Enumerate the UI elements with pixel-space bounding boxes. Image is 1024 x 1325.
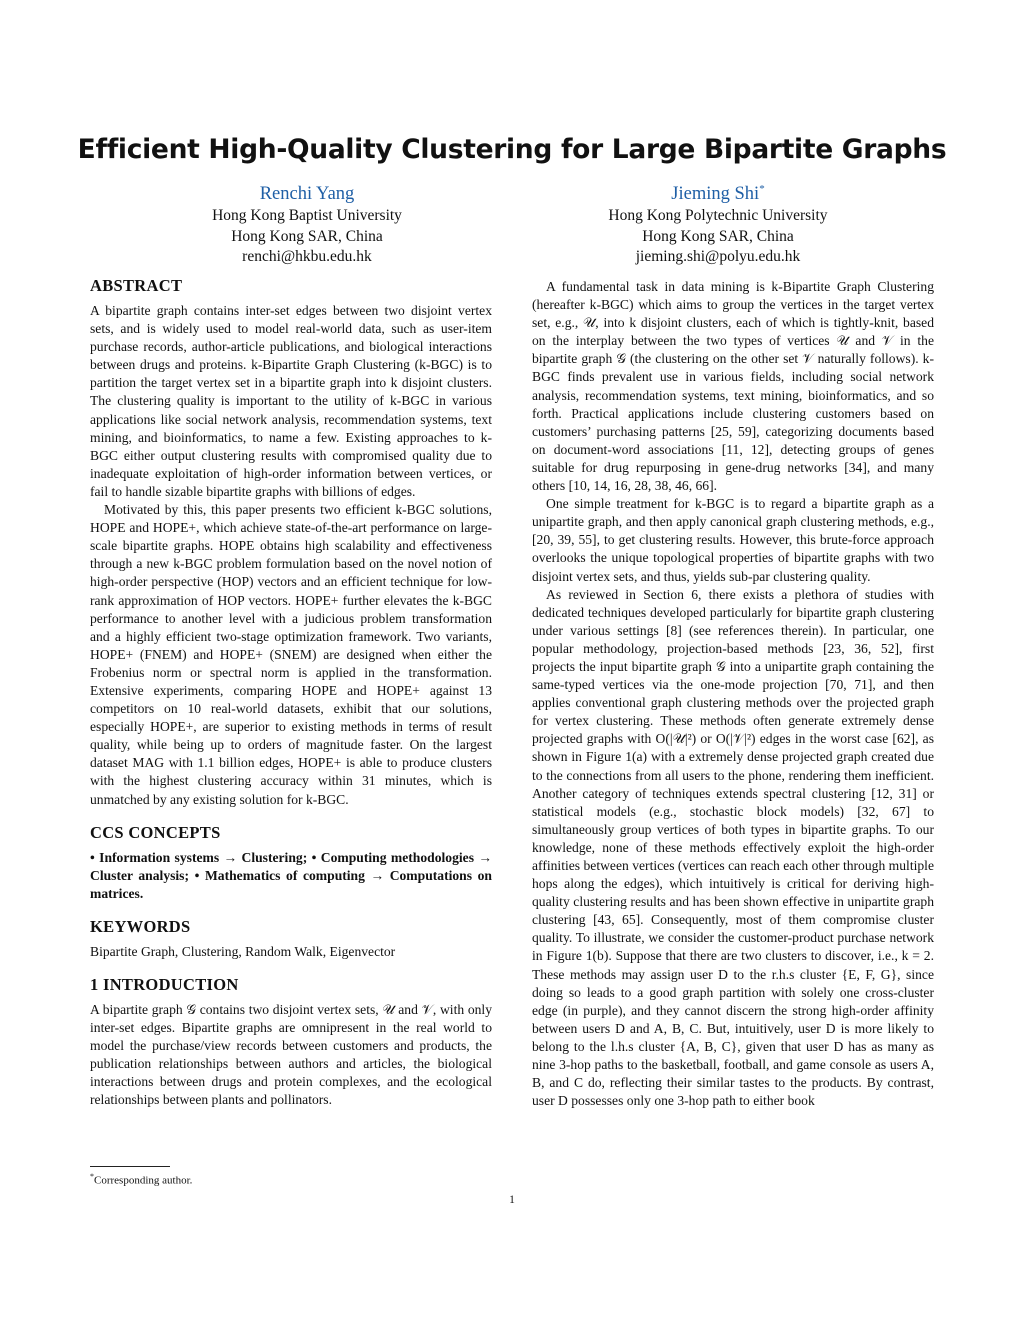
author-name-1[interactable]: Renchi Yang xyxy=(259,184,355,204)
author-email-1: renchi@hkbu.edu.hk xyxy=(242,248,372,265)
keywords-heading: KEYWORDS xyxy=(90,916,191,936)
right-column xyxy=(532,278,934,1110)
page-number: 1 xyxy=(509,1194,515,1206)
ccs-item-1: • Information systems → Clustering; xyxy=(90,849,308,865)
abstract-paragraph-1: A bipartite graph contains inter-set edges between two disjoint vertex sets, and is widely used to model real-world data, such as user-item purchase records, author-article publications, and biological interactions between drugs and proteins. k-Bipartite Graph Clustering (k-BGC) is to partition the target vertex set in a bipartite graph into k disjoint clusters. The clustering quality is important to the utility of k-BGC in various applications like social network analysis, recommendation systems, text mining, and bioinformatics, to name a few. Existing approaches to k-BGC either output clustering results with compromised quality due to inadequate exploitation of high-order information between vertices, or fail to handle sizable bipartite graphs with billions of edges. xyxy=(90,303,492,499)
ccs-heading: CCS CONCEPTS xyxy=(90,822,221,842)
abstract-heading: ABSTRACT xyxy=(90,276,183,295)
footnote-text: Corresponding author. xyxy=(94,1174,193,1187)
intro-paragraph-1: A bipartite graph 𝒢 contains two disjoint vertex sets, 𝒰 and 𝒱, with only inter-set edges. Bipartite graphs are omnipresent in the real world to model the purchase/view records between customers and products, the publication relationships between authors and articles, the biological interactions between drugs and protein complexes, and the ecological relationships between plants and pollinators. xyxy=(90,1002,492,1108)
author-location-2: Hong Kong SAR, China xyxy=(642,227,794,245)
author-affiliation-1: Hong Kong Baptist University xyxy=(212,207,402,224)
author-block-2 xyxy=(548,182,888,268)
author-name-2[interactable] xyxy=(548,182,888,206)
intro-paragraph-2: A fundamental task in data mining is k-Bipartite Graph Clustering (hereafter k-BGC) which aims to group the vertices in the target vertex set, e.g., 𝒰, into k disjoint clusters, each of which is tightly-knit, based on the interplay between the two types of vertices 𝒰 and 𝒱 in the bipartite graph 𝒢 (the clustering on the other set 𝒱 naturally follows). k-BGC finds prevalent use in various fields, including social network analysis, recommendation systems, text mining, bioinformatics, and so forth. Practical applications include clustering customers based on customers’ purchasing patterns [25, 59], categorizing documents based on document-word associations [11, 12], detecting groups of genes suitable for drug repurposing in gene-drug networks [34], and many others [10, 14, 16, 28, 38, 46, 66]. xyxy=(532,279,934,494)
footnote xyxy=(90,1172,192,1187)
ccs-item-3: • Mathematics of computing → Computations on matrices. xyxy=(90,867,492,901)
introduction-heading: 1 INTRODUCTION xyxy=(90,975,239,994)
corresponding-mark: * xyxy=(759,182,765,195)
author-name-2-text: Jieming Shi xyxy=(671,184,760,204)
footnote-divider xyxy=(90,1166,170,1167)
intro-paragraph-4: As reviewed in Section 6, there exists a plethora of studies with dedicated techniques developed particularly for bipartite graph clustering under various settings [8] (see references therein). In particular, one popular methodology, projection-based methods [23, 36, 52], first projects the input bipartite graph 𝒢 into a unipartite graph containing the same-typed vertices via the one-mode projection [70, 71], and then applies conventional graph clustering methods over the projected graph for vertex clustering. These methods often generate extremely dense projected graphs with O(|𝒰|²) or O(|𝒱|²) edges in the worst case [62], as shown in Figure 1(a) with a extremely dense projected graph created due to the connections from all users to the phone, rendering them inefficient. Another category of techniques extends spectral clustering [12, 31] or statistical models (e.g., stochastic block models) [32, 67] to simultaneously group vertices of both types in bipartite graphs. To our knowledge, none of these methods effectively exploit the high-order affinities between vertices (vertices can reach each other through multiple hops along the edges), which intuitively is critical for deriving high-quality clustering results and has been shown effective in unipartite graph clustering [43, 65]. Consequently, most of them compromise cluster quality. To illustrate, we consider the customer-product purchase network in Figure 1(b). Suppose that there are two clusters to discover, i.e., k = 2. These methods may assign user D to the r.h.s cluster {E, F, G}, since doing so leads to a good graph partition with solely one cross-cluster edge (in purple), and they cannot discern the strong high-order affinity between users D and A, B, C. But, intuitively, user D is more likely to belong to the l.h.s cluster {A, B, C}, given that user D has as many as nine 3-hop paths to the basketball, football, and game console as users A, B, and C do, reflecting their similar tastes to the products. By contrast, user D possesses only one 3-hop path to either book xyxy=(532,586,934,1109)
keywords-text: Bipartite Graph, Clustering, Random Walk, Eigenvector xyxy=(90,943,396,959)
author-email-2: jieming.shi@polyu.edu.hk xyxy=(635,248,801,265)
ccs-item-2: • Computing methodologies → Cluster analysis; xyxy=(90,849,492,883)
author-location-1: Hong Kong SAR, China xyxy=(231,227,383,245)
author-affiliation-2: Hong Kong Polytechnic University xyxy=(608,207,828,224)
footnote-mark: * xyxy=(90,1172,94,1181)
left-column xyxy=(90,276,492,1110)
author-block-1 xyxy=(137,182,477,268)
paper-title: Efficient High-Quality Clustering for Large Bipartite Graphs xyxy=(77,134,947,165)
abstract-paragraph-2: Motivated by this, this paper presents two efficient k-BGC solutions, HOPE and HOPE+, which achieve state-of-the-art performance on large-scale bipartite graphs. HOPE obtains high scalability and effectiveness through a new k-BGC problem formulation based on the novel notion of high-order perspective (HOP) vectors and an efficient technique for low-rank approximation of HOP vectors. HOPE+ further elevates the k-BGC performance to another level with a judicious problem transformation and a highly efficient two-stage optimization framework. Two variants, HOPE+ (FNEM) and HOPE+ (SNEM) are designed when either the Frobenius norm or spectral norm is applied in the transformation. Extensive experiments, comparing HOPE and HOPE+ against 13 competitors on 10 real-world datasets, exhibit that our solutions, especially HOPE+, are superior to existing methods in terms of result quality, while being up to orders of magnitude faster. On the largest dataset MAG with 1.1 billion edges, HOPE+ is able to produce clusters with the highest clustering accuracy within 31 minutes, which is unmatched by any existing solution for k-BGC. xyxy=(90,502,492,807)
intro-paragraph-3: One simple treatment for k-BGC is to regard a bipartite graph as a unipartite graph, and then apply canonical graph clustering methods, e.g., [20, 39, 55], to get clustering results. However, this brute-force approach overlooks the unique topological properties of bipartite graphs with two disjoint vertex sets, and thus, yields sub-par clustering quality. xyxy=(532,496,934,584)
ccs-concepts xyxy=(90,849,492,903)
